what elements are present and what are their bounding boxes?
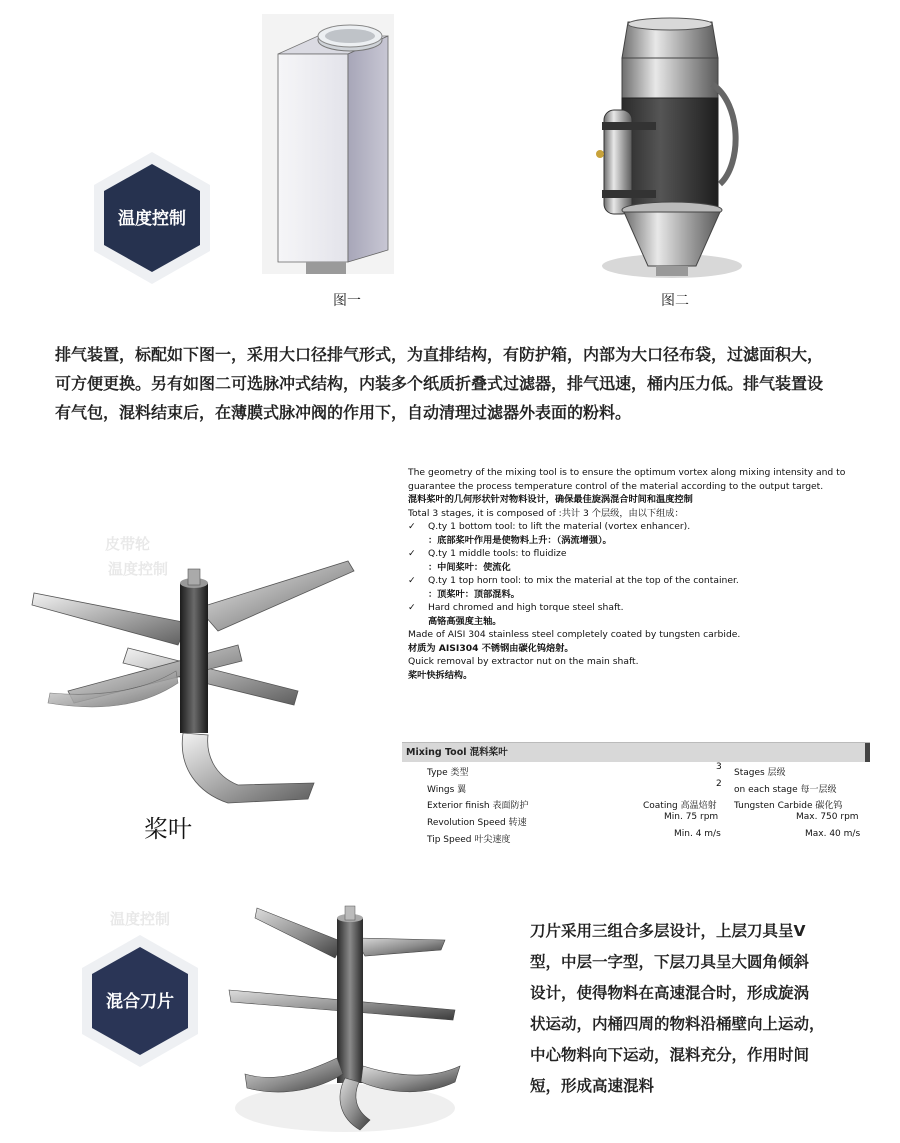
table-cell: 3 bbox=[716, 762, 722, 772]
exhaust-box-image bbox=[262, 14, 394, 274]
table-cell: Min. 75 rpm bbox=[664, 812, 719, 822]
table-cell: Wings 翼 bbox=[427, 785, 467, 795]
mixing-tool-table bbox=[402, 762, 870, 846]
table-cell: on each stage 每一层级 bbox=[734, 785, 837, 795]
table-cell: Exterior finish 表面防护 bbox=[427, 801, 529, 811]
figure-1-caption: 图一 bbox=[333, 293, 361, 309]
table-cell: Tungsten Carbide 碳化钨 bbox=[734, 801, 843, 811]
checkmark-icon: ✓ bbox=[408, 575, 416, 586]
table-cell: Type 类型 bbox=[427, 768, 469, 778]
table-cell: Max. 40 m/s bbox=[805, 829, 861, 839]
exhaust-description: 排气装置，标配如下图一，采用大口径排气形式，为直排结构，有防护箱，内部为大口径布袋，过滤面积大， 可方便更换。另有如图二可选脉冲式结构，内装多个纸质折叠式过滤器，排气迅速，桶内压力低。排气装置设 有气包，混料结束后，在薄膜式脉冲阀的作用下，自动清理过滤器外表面的粉料。 bbox=[55, 345, 824, 422]
checkmark-icon: ✓ bbox=[408, 548, 416, 559]
mixing-tool-specs: The geometry of the mixing tool is to ensure the optimum vortex along mixing intensity and to guarantee the process temperature control of the material according to the output target. 混料桨叶的几何形状针对物料设计，确保最佳旋涡混合时间和温度控制 Total 3 stages, it is composed of :共计 3 个层级，由以下组成： ✓ Q.ty 1 bottom tool: to lift the material (vortex enhancer). ：底部桨叶作用是使物料上升：（涡流增强）。 ✓ Q.ty 1 middle tools: to fluidize ：中间桨叶：使流化 ✓ Q.ty 1 top horn tool: to mix the material at the top of the container. ：顶桨叶：顶部混料。 ✓ Hard chromed and high torque steel shaft. 高铬高强度主轴。 Made of AISI 304 stainless steel completely coated by tungsten carbide. 材质为 AISI304 不锈钢由碳化钨焙射。 Quick removal by extractor nut on the main shaft. 桨叶快拆结构。 bbox=[408, 467, 846, 681]
blade-title: 桨叶 bbox=[144, 815, 192, 843]
badge-label: 混合刀片 bbox=[106, 992, 174, 1012]
mixing-blade-badge bbox=[70, 931, 210, 1071]
figure-2-caption: 图二 bbox=[661, 293, 689, 309]
mixing-blade-image bbox=[28, 553, 358, 808]
mixing-tool-table-header: Mixing Tool 混料桨叶 bbox=[402, 742, 870, 762]
temperature-control-badge bbox=[82, 148, 222, 288]
pulse-filter-image bbox=[592, 14, 744, 282]
table-cell: Max. 750 rpm bbox=[796, 812, 859, 822]
watermark-text: 温度控制 bbox=[108, 560, 169, 578]
table-cell: Coating 高温焙射 bbox=[643, 801, 717, 811]
table-cell: Tip Speed 叶尖速度 bbox=[427, 835, 511, 845]
watermark-text: 皮带轮 bbox=[105, 535, 151, 553]
badge-label: 温度控制 bbox=[118, 209, 186, 229]
table-cell: Min. 4 m/s bbox=[674, 829, 721, 839]
checkmark-icon: ✓ bbox=[408, 521, 416, 532]
table-cell: Revolution Speed 转速 bbox=[427, 818, 527, 828]
watermark-text: 温度控制 bbox=[110, 910, 171, 928]
table-cell: 2 bbox=[716, 779, 722, 789]
table-cell: Stages 层级 bbox=[734, 768, 786, 778]
checkmark-icon: ✓ bbox=[408, 602, 416, 613]
blade-assembly-image bbox=[225, 898, 465, 1138]
blade-description: 刀片采用三组合多层设计，上层刀具呈V 型，中层一字型，下层刀具呈大圆角倾斜 设计，使得物料在高速混合时，形成旋涡 状运动，内桶四周的物料沿桶壁向上运动， 中心物料向下运动，混料充分，作用时间 短，形成高速混料 bbox=[530, 922, 825, 1095]
